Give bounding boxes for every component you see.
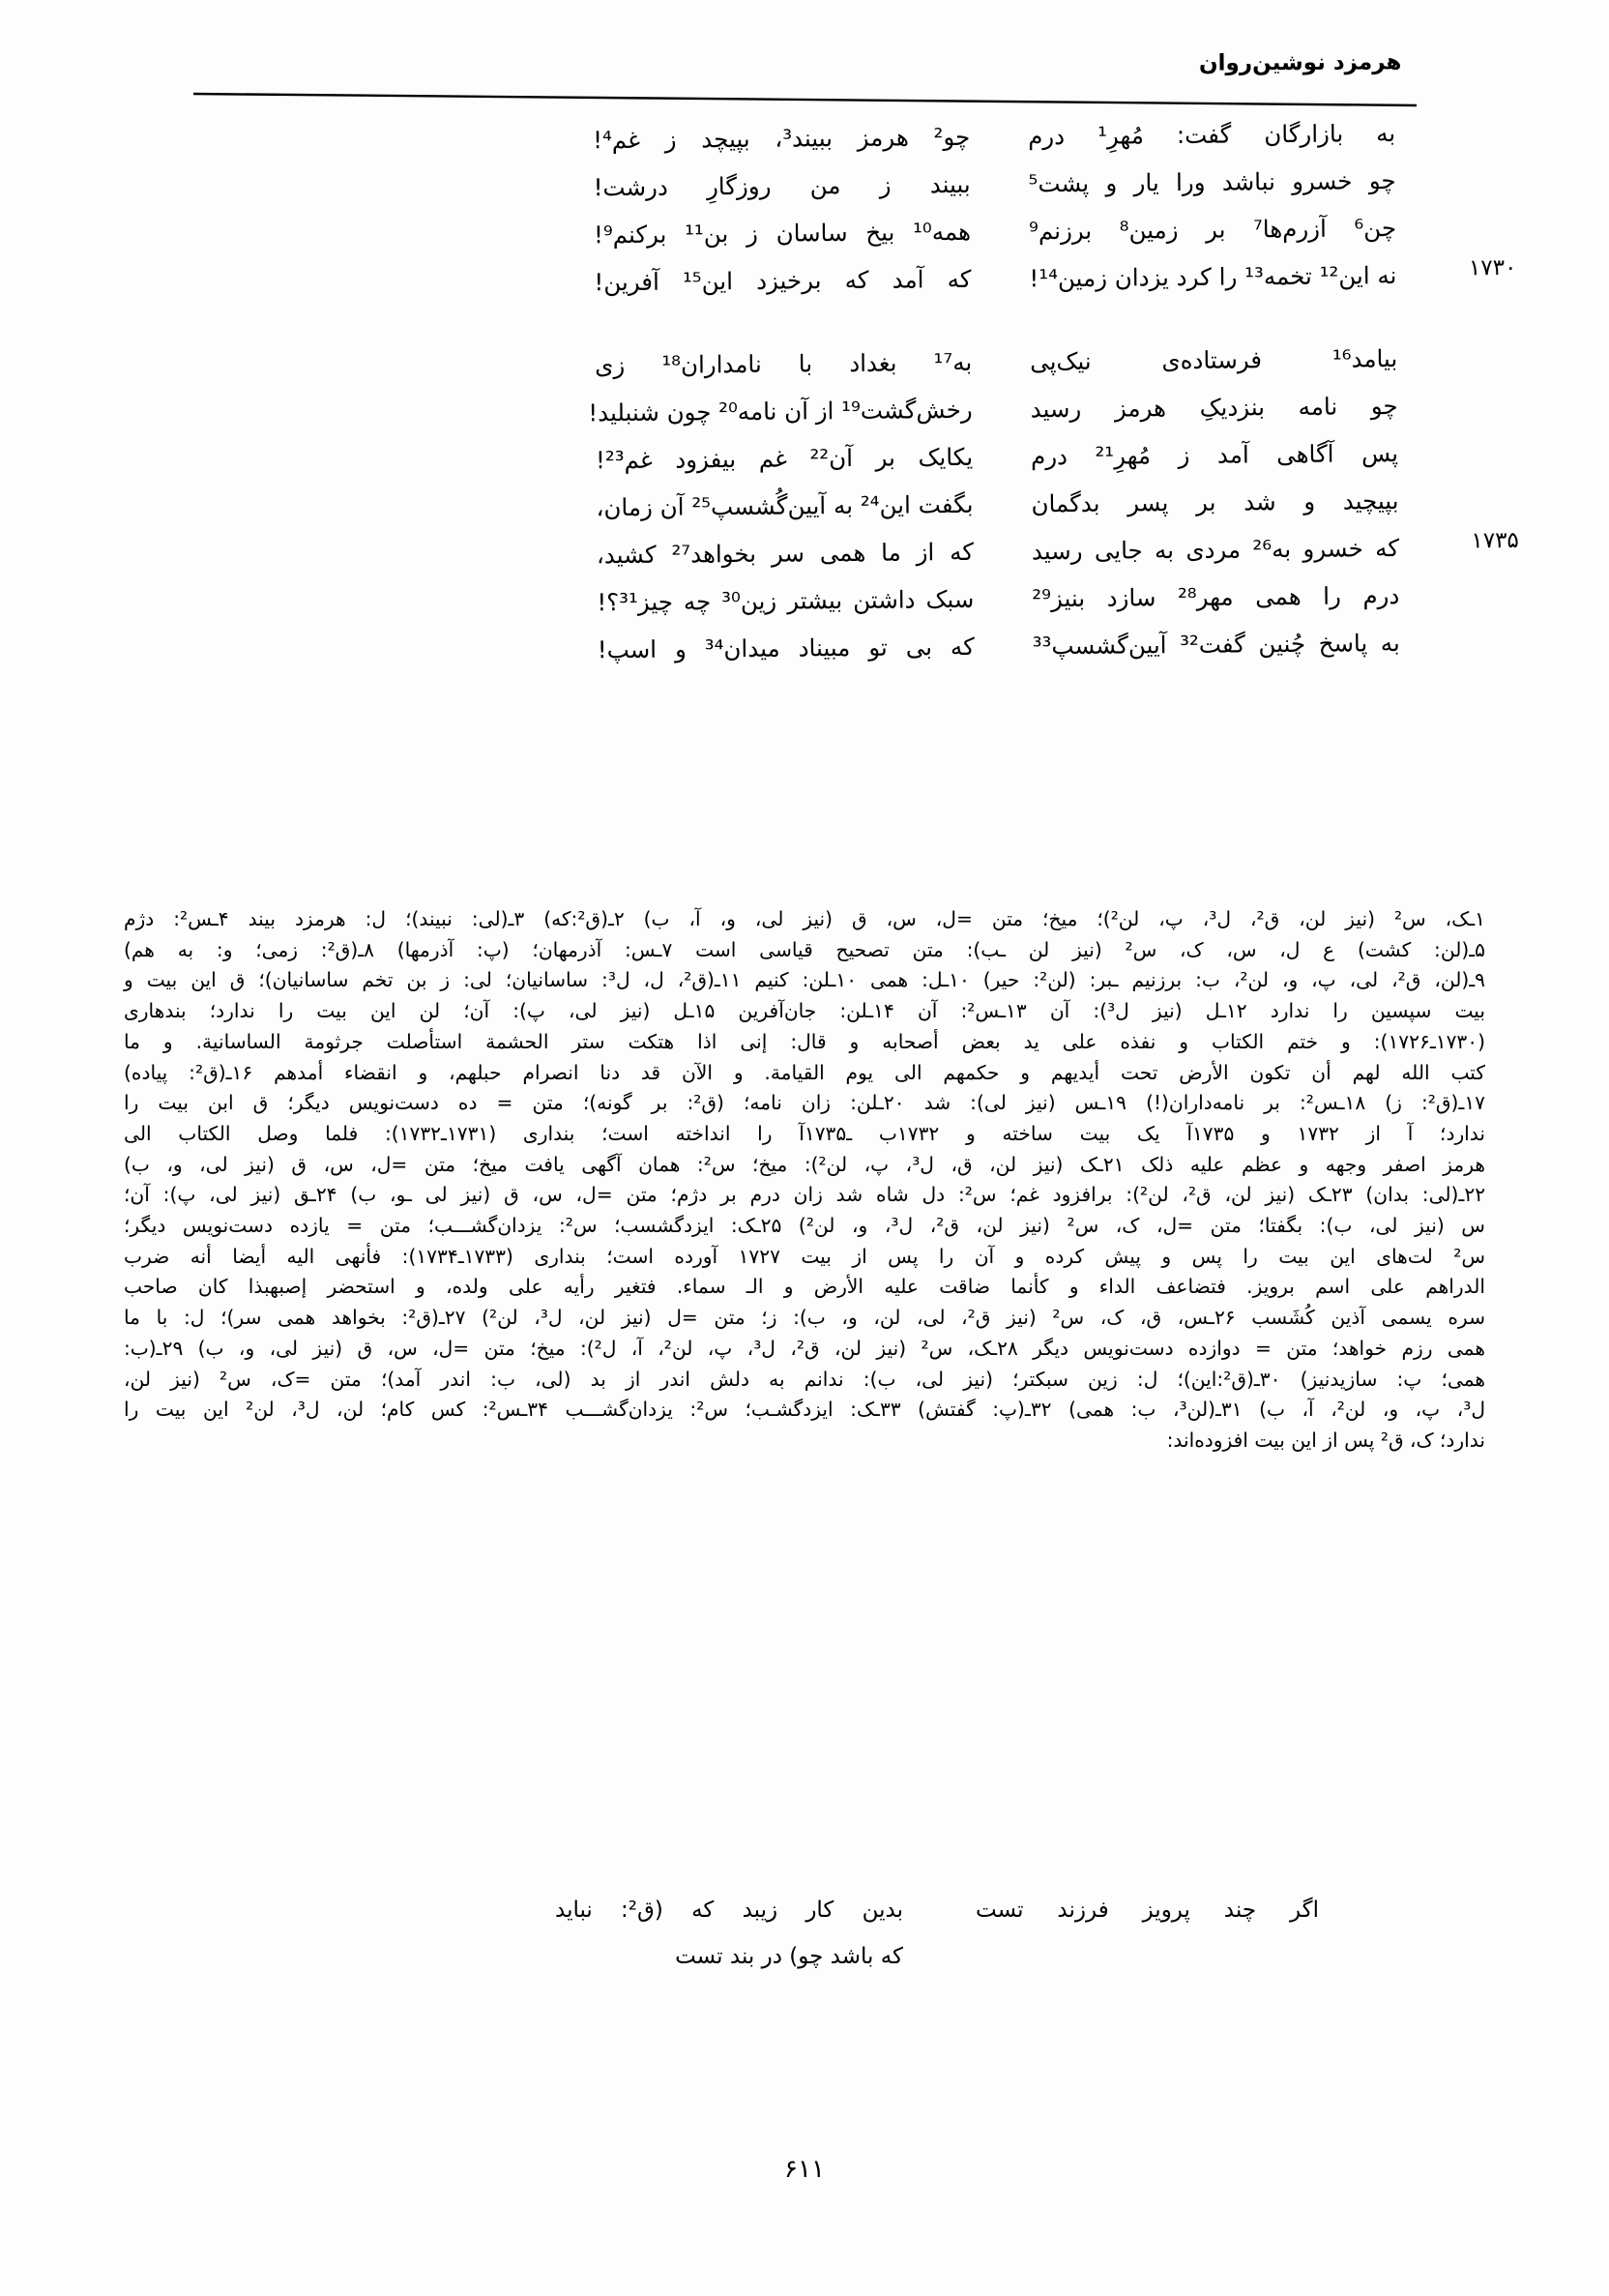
- apparatus-line: س² لت‌های این بیت را پس و پیش کرده و آن را پس از بیت ۱۷۲۷ آورده است؛ بنداری (۱۷۳۳ـ۱۷۳۴): فأنهی الیه أیضا أنه ضرب: [124, 1244, 1485, 1268]
- appended-hemistich-first: اگر چند پرویز فرزند تست: [976, 1898, 1319, 1923]
- verse-line: [210, 339, 1403, 389]
- apparatus-line: الدراهم علی اسم برویز. فتضاعف الداء و کأنما ضاقت علیه الأرض و الـ سماء. فتغیر رأیه علی ولده، و استحضر إصبهبذا کان صاحب: [124, 1275, 1485, 1299]
- hemistich-second: که آمد که برخیزد این¹⁵ آفرین!: [594, 264, 972, 297]
- apparatus-line: ندارد؛ آ از ۱۷۳۲ و ۱۷۳۵آ یک بیت ساخته و ۱۷۳۲ب ـ۱۷۳۵آ را انداخته است؛ بنداری (۱۷۳۱ـ۱۷۳۲): فلما وصل الکتاب الی: [124, 1121, 1486, 1145]
- hemistich-second: که بی تو مبیناد میدان³⁴ و اسپ!: [597, 632, 975, 664]
- hemistich-first: نه این¹² تخمه¹³ را کرد یزدان زمین¹⁴!: [1029, 261, 1397, 293]
- apparatus-line: ۱ـک، س² (نیز لن، ق²، ل³، پ، لن²)؛ میخ؛ متن =ل، س، ق (نیز لی، و، آ، ب) ۲ـ(ق²:که) ۳ـ(لی: نبیند)؛ ل: هرمزد بیند ۴ـس²: دژم: [124, 907, 1485, 930]
- hemistich-second: ببیند ز من روزگارِ درشت!: [593, 169, 971, 202]
- hemistich-first: به بازارگان گفت: مُهرِ¹ درم: [1028, 119, 1396, 151]
- hemistich-first: که خسرو به²⁶ مردی به جایی رسید: [1031, 534, 1400, 566]
- hemistich-first: بیامد¹⁶ فرستاده‌ی نیک‌پی: [1030, 344, 1398, 376]
- apparatus-line: ۱۷ـ(ق²: ز) ۱۸ـس²: بر نامه‌داران(!) ۱۹ـس (نیز لی): شد ۲۰ـلن: زان نامه؛ (ق²: بر گونه)؛ متن = ده دست‌نویس دیگر؛ ق ابن بیت را: [124, 1091, 1486, 1115]
- apparatus-line: ۹ـ(لن، ق²، لی، پ، و، لن²، ب: برزنیم ـبر: (لن²: حیر) ۱۰ـل: همی ۱۰ـلن: کنیم ۱۱ـ(ق²، ل، ل³: ساسانیان؛ لی: ز بن تخم ساسانیان)؛ ق این بیت و: [124, 968, 1485, 992]
- verse-line: [212, 527, 1519, 578]
- hemistich-second: بگفت این²⁴ به آیین‌گُشسپ²⁵ آن زمان،: [596, 489, 974, 522]
- apparatus-line: ۵ـ(لن: کشت) ع ل، س، ک، س² (نیز لن ـب): متن تصحیح قیاسی است ۷ـس: آذرمهان؛ (پ: آذرمها) ۸ـ(ق²: زمی؛ و: به هم): [124, 937, 1486, 961]
- hemistich-second: به¹⁷ بغداد با نامداران¹⁸ زی: [595, 347, 973, 380]
- appended-verse-line: [251, 1891, 1319, 1929]
- critical-apparatus: [124, 904, 1485, 1457]
- verse-line: [211, 387, 1404, 436]
- hemistich-first: چو نامه بنزدیکِ هرمز رسید: [1030, 392, 1398, 424]
- verse-line: [208, 162, 1401, 211]
- verse-line: [209, 254, 1517, 306]
- apparatus-line: همی رزم خواهد؛ متن = دوازده دست‌نویس دیگر ۲۸ـک، س² (نیز لن، ق²، ل³، پ، لن²، آ، ل²): میخ؛ متن =ل، س، ق (نیز لی، و، ب) ۲۹ـ(ب:: [124, 1336, 1485, 1360]
- verse-line: [208, 114, 1401, 163]
- hemistich-second: یکایک بر آن²² غم بیفزود غم²³!: [595, 442, 974, 475]
- verse-line: [213, 624, 1406, 673]
- verse-line: [211, 482, 1404, 531]
- hemistich-first: پس آگاهی آمد ز مُهرِ²¹ درم: [1030, 439, 1399, 471]
- apparatus-line: بیت سپسین را ندارد ۱۲ـل (نیز ل³): آن ۱۳ـس²: آن ۱۴ـلن: جان‌آفرین ۱۵ـل (نیز لی، پ): آن؛ لن این بیت را ندارد؛ بندهاری: [124, 999, 1485, 1023]
- apparatus-line: هرمز اصفر وجهه و عظم علیه ذلک ۲۱ـک (نیز لن، ق، ل³، پ، لن²): میخ؛ س²: همان آگهی یافت میخ؛ متن =ل، س، ق (نیز لی، و، ب): [124, 1152, 1485, 1176]
- apparatus-line: کتب الله لهم أن تکون الأرض تحت أیدیهم و حکمهم الی یوم القیامة. و الآن قد دنا انصرام حبلهم، و انقضاء أمدهم ۱۶ـ(ق²: پیاده): [124, 1060, 1485, 1084]
- apparatus-line: همی؛ پ: سازیدنیز) ۳۰ـ(ق²:این)؛ ل: زین سبکتر؛ (نیز لی، ب): ندانم به دلش اندر از بد (لی، ب: اندر آمد)؛ متن =ک، س² (نیز لن،: [124, 1367, 1486, 1391]
- appended-hemistich-second: که باشد چو) در بند تست: [675, 1944, 903, 1970]
- appended-hemistich-first: [976, 1937, 1319, 1976]
- folio-number: ۶۱۱: [784, 2155, 825, 2184]
- header-rule: [193, 93, 1417, 94]
- hemistich-second: که از ما همی سر بخواهد²⁷ کشید،: [596, 537, 975, 570]
- verse-line-number: ۱۷۳۵: [1471, 527, 1519, 554]
- verse-line: [211, 434, 1404, 484]
- apparatus-line: ل³، پ، و، لن²، آ، ب) ۳۱ـ(لن³، ب: همی) ۳۲ـ(پ: گفتش) ۳۳ـک: ایزدگشـب؛ س²: یزدان‌گشـــب ۳۴ـس²: کس کام؛ لن، ل³، لن² این بیت را: [124, 1398, 1486, 1422]
- hemistich-second: سبک داشتن بیشتر زین³⁰ چه چیز³¹؟!: [597, 584, 975, 617]
- running-head: هرمزد نوشین‌روان: [1198, 49, 1402, 76]
- hemistich-first: بپیچید و شد بر پسر بدگمان: [1031, 486, 1399, 518]
- apparatus-line: ندارد؛ ک، ق² پس از این بیت افزوده‌اند:: [1166, 1428, 1485, 1452]
- apparatus-line: ۲۲ـ(لی: بدان) ۲۳ـک (نیز لن، ق²، لن²): برافزود غم؛ س²: دل شاه شد زان درم بر دژم؛ متن =ل، س، ق (نیز لی ـو، ب) ۲۴ـق (نیز لی، پ): آن؛: [124, 1183, 1486, 1207]
- verse-line: [212, 576, 1405, 626]
- verse-area: [208, 114, 1519, 718]
- hemistich-second: چو² هرمز ببیند³، بپیچد ز غم⁴!: [593, 122, 971, 155]
- apparatus-line: س (نیز لی، ب): بگفتا؛ متن =ل، ک، س² (نیز لن، ق²، ل³، و، لن²) ۲۵ـک: ایزدگشسب؛ س²: یزدان‌گشـــب؛ متن = یازده دست‌نویس دیگر؛: [124, 1214, 1485, 1238]
- appended-verse-line: [251, 1937, 1319, 1976]
- hemistich-first: درم را همی مهر²⁸ سازد بنیز²⁹: [1032, 581, 1400, 613]
- verse-block: [208, 114, 1517, 306]
- hemistich-second: همه¹⁰ بیخ ساسان ز بن¹¹ برکنم⁹!: [593, 217, 972, 250]
- appended-hemistich-second: بدین کار زیبد که (ق²: نباید: [555, 1898, 903, 1923]
- hemistich-first: چن⁶ آزرم‌ها⁷ بر زمین⁸ برزنم⁹: [1028, 214, 1397, 246]
- hemistich-first: به پاسخ چُنین گفت³² آیین‌گشسپ³³: [1032, 629, 1400, 661]
- hemistich-first: چو خسرو نباشد ورا یار و پشت⁵: [1028, 166, 1396, 198]
- hemistich-second: رخش‌گشت¹⁹ از آن نامه²⁰ چون شنبلید!: [588, 395, 973, 427]
- apparatus-line: (۱۷۳۰ـ۱۷۲۶): و ختم الکتاب و نفذه علی ید بعض أصحابه و قال: إنی اذا هتکت ستر الحشمة استأصلت جرثومة الساسانیة. و ما: [124, 1029, 1485, 1053]
- appended-couplets: [251, 1891, 1319, 1985]
- apparatus-line: سره یسمی آذین کُشَسب ۲۶ـس، ق، ک، س² (نیز ق²، لی، لن، و، ب): ز؛ متن =ل (نیز لن، ل³، لن²) ۲۷ـ(ق²: بخواهد همی سر)؛ ل: با ما: [124, 1306, 1485, 1330]
- verse-line: [209, 209, 1402, 258]
- verse-block: [210, 339, 1519, 673]
- verse-line-number: ۱۷۳۰: [1468, 254, 1517, 281]
